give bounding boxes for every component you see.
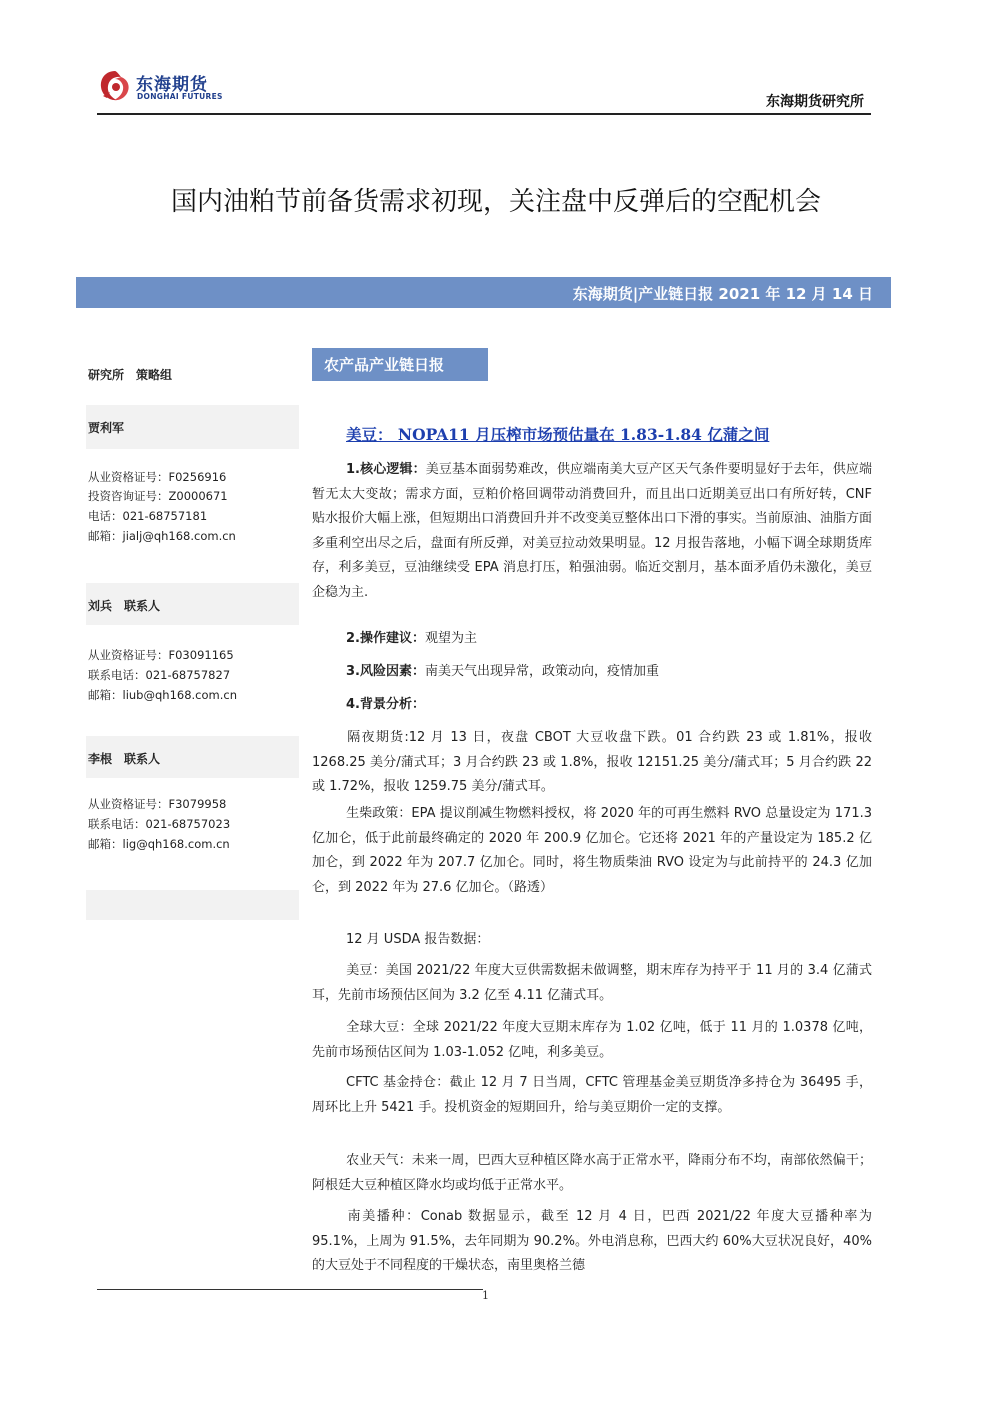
- biodiesel-policy-text: 生柴政策：EPA 提议削减生物燃料授权，将 2020 年的可再生燃料 RVO 总量设定为 171.3 亿加仑，低于此前最终确定的 2020 年 200.9 亿加仑。它还将 2021 年的产量设定为 185.2 亿加仑，到 2022 年为 207.7 亿加仑。同时，将生物质柴油 RVO 设定为与此前持平的 24.3 亿加仑，到 2022 年为 27.6 亿加仑。（路透）: [312, 806, 872, 895]
- analyst-name: 李根 联系人: [88, 752, 161, 766]
- advice-text: 观望为主: [424, 631, 477, 646]
- weather-paragraph: [312, 1149, 872, 1198]
- team-label: 研究所 策略组: [88, 368, 173, 382]
- background-heading-paragraph: [312, 693, 872, 718]
- analyst-license: 从业资格证号：F0256916: [88, 470, 227, 484]
- report-category-tag: [312, 348, 488, 381]
- core-logic-text: 美豆基本面弱势难改，供应端南美大豆产区天气条件要明显好于去年，供应端暂无太大变故；需求方面，豆粕价格回调带动消费回升，而且出口近期美豆出口有所好转，CNF 贴水报价大幅上涨，但短期出口消费回升并不改变美豆整体出口下滑的事实。当前原油、油脂方面多重利空出尽之后，盘面有所反弹，对美豆拉动效果明显。12 月报告落地，小幅下调全球期货库存，利多美豆，豆油继续受 EPA 消息打压，粕强油弱。临近交割月，基本面矛盾仍未激化，美豆企稳为主.: [312, 462, 872, 600]
- logo-english-name: DONGHAI FUTURES: [137, 92, 223, 101]
- logo-chinese-name: 东海期货: [136, 75, 208, 95]
- usda-heading-paragraph: [312, 928, 872, 953]
- risk-text: 南美天气出现异常，政策动向，疫情加重: [424, 664, 659, 679]
- dragon-logo-icon: [97, 68, 133, 104]
- background-label: 4.背景分析：: [346, 697, 425, 712]
- us-soybean-paragraph: [312, 959, 872, 1008]
- analyst-license: 从业资格证号：F03091165: [88, 648, 234, 662]
- date-banner-text: 东海期货|产业链日报 2021 年 12 月 14 日: [572, 285, 873, 303]
- analyst-phone: 联系电话：021-68757827: [88, 668, 231, 682]
- core-logic-label: 1.核心逻辑：: [346, 462, 426, 477]
- header-divider: [97, 113, 871, 115]
- risk-paragraph: [312, 660, 872, 685]
- advice-label: 2.操作建议：: [346, 631, 425, 646]
- sidebar-bottom-band: [86, 890, 299, 920]
- analyst-consult-license: 投资咨询证号：Z0000671: [88, 489, 228, 503]
- sowing-text: 南美播种：Conab 数据显示，截至 12 月 4 日，巴西 2021/22 年度大豆播种率为 95.1%，上周为 91.5%，去年同期为 90.2%。外电消息称，巴西大约 60%大豆状况良好，40%的大豆处于不同程度的干燥状态，南里奥格兰德: [312, 1209, 872, 1273]
- header-org-name: 东海期货研究所: [766, 94, 864, 110]
- us-soybean-text: 美豆：美国 2021/22 年度大豆供需数据未做调整，期末库存为持平于 11 月的 3.4 亿蒲式耳，先前市场预估区间为 3.2 亿至 4.11 亿蒲式耳。: [312, 963, 872, 1003]
- date-banner: [76, 277, 891, 308]
- risk-label: 3.风险因素：: [346, 664, 425, 679]
- cftc-paragraph: [312, 1071, 872, 1120]
- footer-divider: [97, 1289, 483, 1290]
- advice-paragraph: [312, 627, 872, 652]
- usda-heading-text: 12 月 USDA 报告数据：: [346, 932, 490, 947]
- analyst-name: 贾利军: [88, 421, 125, 435]
- analyst-phone: 电话：021-68757181: [88, 509, 208, 523]
- global-soybean-paragraph: [312, 1016, 872, 1065]
- section-heading-link[interactable]: 美豆： NOPA11 月压榨市场预估量在 1.83-1.84 亿蒲之间: [346, 425, 770, 444]
- analyst-phone: 联系电话：021-68757023: [88, 817, 231, 831]
- analyst-email: 邮箱：liub@qh168.com.cn: [88, 688, 237, 702]
- report-title: 国内油粕节前备货需求初现，关注盘中反弹后的空配机会: [170, 187, 821, 217]
- global-soybean-text: 全球大豆：全球 2021/22 年度大豆期末库存为 1.02 亿吨，低于 11 月的 1.0378 亿吨，先前市场预估区间为 1.03-1.052 亿吨，利多美豆。: [312, 1020, 872, 1060]
- company-logo: [97, 66, 237, 108]
- cftc-text: CFTC 基金持仓：截止 12 月 7 日当周，CFTC 管理基金美豆期货净多持仓为 36495 手，周环比上升 5421 手。投机资金的短期回升，给与美豆期价一定的支撑。: [312, 1075, 872, 1115]
- overnight-futures-text: 隔夜期货:12 月 13 日，夜盘 CBOT 大豆收盘下跌。01 合约跌 23 或 1.81%，报收 1268.25 美分/蒲式耳；3 月合约跌 23 或 1.8%，报收 12151.25 美分/蒲式耳；5 月合约跌 22 或 1.72%，报收 1259.75 美分/蒲式耳。: [312, 730, 872, 794]
- report-category-label: 农产品产业链日报: [324, 356, 445, 374]
- core-logic-paragraph: [312, 458, 872, 605]
- analyst-name: 刘兵 联系人: [88, 599, 161, 613]
- page-number: 1: [482, 1289, 489, 1302]
- biodiesel-policy-paragraph: [312, 802, 872, 900]
- sowing-paragraph: [312, 1205, 872, 1279]
- weather-text: 农业天气：未来一周，巴西大豆种植区降水高于正常水平，降雨分布不均，南部依然偏干；阿根廷大豆种植区降水均或均低于正常水平。: [312, 1153, 872, 1193]
- analyst-license: 从业资格证号：F3079958: [88, 797, 227, 811]
- analyst-email: 邮箱：lig@qh168.com.cn: [88, 837, 230, 851]
- overnight-futures-paragraph: [312, 726, 872, 800]
- analyst-email: 邮箱：jialj@qh168.com.cn: [88, 529, 236, 543]
